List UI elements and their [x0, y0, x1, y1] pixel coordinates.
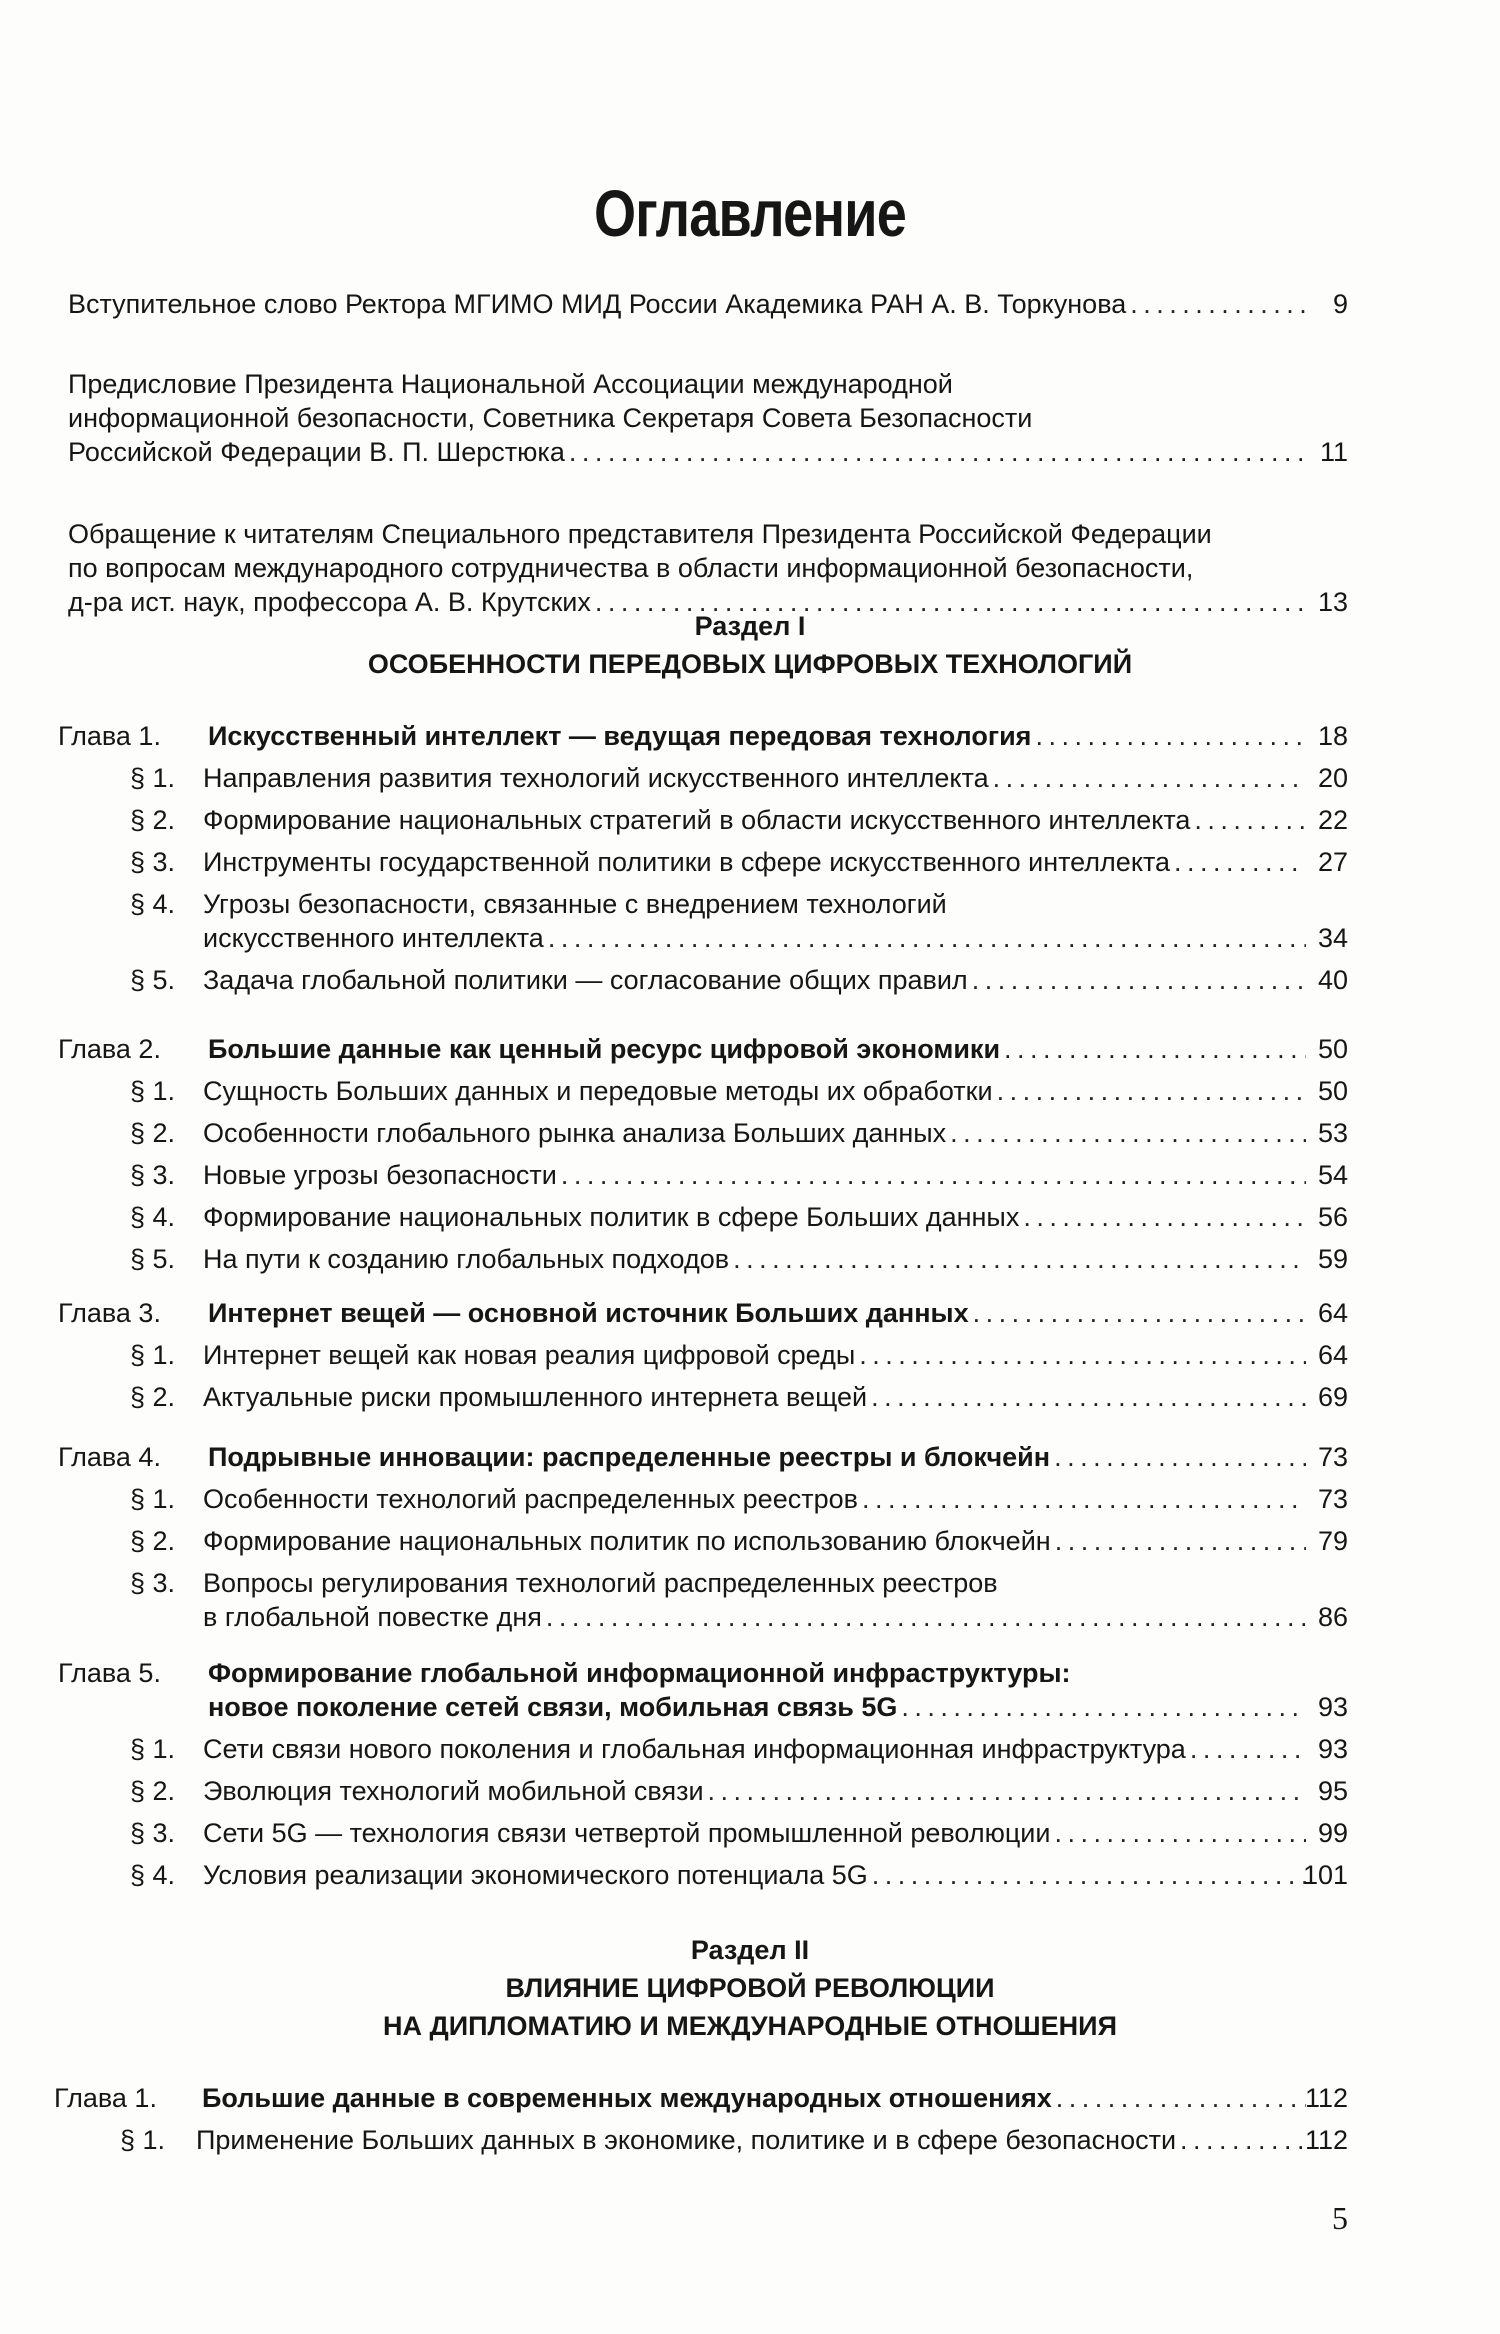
paragraph-entry-title: Направления развития технологий искусственного интеллекта	[203, 763, 989, 793]
front-entry-title: Российской Федерации В. П. Шерстюка	[68, 437, 565, 467]
dot-leader	[997, 1071, 1306, 1111]
front-entry-page: 9	[1332, 289, 1348, 319]
chapter-entry-title: Подрывные инновации: распределенные реестры и блокчейн	[208, 1442, 1051, 1472]
paragraph-entry-line	[0, 960, 1500, 1000]
chapter-entry-line	[0, 1687, 1500, 1727]
paragraph-entry-title: искусственного интеллекта	[203, 923, 544, 953]
chapter-entry-title: Искусственный интеллект — ведущая передовая технология	[208, 721, 1032, 751]
dot-leader	[1180, 2120, 1306, 2160]
paragraph-entry-label: § 4.	[130, 1860, 176, 1890]
chapter-entry-page: 73	[1317, 1442, 1348, 1472]
paragraph-entry-title: Особенности глобального рынка анализа Больших данных	[203, 1118, 947, 1148]
paragraph-entry-label: § 2.	[130, 1118, 176, 1148]
front-entry-line	[0, 284, 1500, 324]
dot-leader	[546, 1597, 1306, 1637]
paragraph-entry-line	[0, 1597, 1500, 1637]
chapter-entry-line	[0, 1029, 1500, 1069]
paragraph-entry-title: Сети связи нового поколения и глобальная информационная инфраструктура	[203, 1734, 1186, 1764]
paragraph-entry-page: 56	[1317, 1202, 1348, 1232]
paragraph-entry-label: § 2.	[130, 1526, 176, 1556]
dot-leader	[733, 1239, 1306, 1279]
dot-leader	[1130, 284, 1306, 324]
paragraph-entry-title: Особенности технологий распределенных реестров	[203, 1484, 858, 1514]
paragraph-entry-line	[0, 1855, 1500, 1895]
paragraph-entry-line	[0, 1377, 1500, 1417]
chapter-entry-title: Большие данные в современных международных отношениях	[202, 2083, 1052, 2113]
paragraph-entry-title: Формирование национальных политик в сфере Больших данных	[203, 1202, 1020, 1232]
paragraph-entry-line	[0, 1729, 1500, 1769]
page-number: 5	[1332, 2200, 1348, 2236]
paragraph-entry-title: Эволюция технологий мобильной связи	[203, 1776, 704, 1806]
paragraph-entry-title: Новые угрозы безопасности	[203, 1160, 557, 1190]
paragraph-entry-title: Угрозы безопасности, связанные с внедрением технологий	[203, 889, 947, 919]
paragraph-entry-title: Задача глобальной политики — согласование общих правил	[203, 965, 968, 995]
paragraph-entry-line	[0, 1155, 1500, 1195]
dot-leader	[872, 1855, 1306, 1895]
chapter-entry-label: Глава 4.	[58, 1442, 161, 1472]
paragraph-entry-label: § 1.	[130, 1340, 176, 1370]
dot-leader	[1194, 800, 1306, 840]
paragraph-entry-page: 73	[1317, 1484, 1348, 1514]
section-heading: Раздел I	[694, 611, 806, 641]
paragraph-entry-title: Формирование национальных политик по использованию блокчейн	[203, 1526, 1051, 1556]
front-entry-title: информационной безопасности, Советника Секретаря Совета Безопасности	[68, 403, 1033, 433]
dot-leader	[548, 918, 1306, 958]
chapter-entry-line	[0, 2078, 1500, 2118]
paragraph-entry-page: 99	[1317, 1818, 1348, 1848]
paragraph-entry-line	[0, 2120, 1500, 2160]
dot-leader	[1056, 2078, 1306, 2118]
section-heading: Раздел II	[690, 1935, 810, 1965]
paragraph-entry-title: Применение Больших данных в экономике, политике и в сфере безопасности	[196, 2125, 1177, 2155]
paragraph-entry-line	[0, 1071, 1500, 1111]
paragraph-entry-label: § 2.	[130, 1382, 176, 1412]
paragraph-entry-title: Формирование национальных стратегий в области искусственного интеллекта	[203, 805, 1191, 835]
dot-leader	[1174, 842, 1306, 882]
chapter-entry-page: 64	[1317, 1298, 1348, 1328]
paragraph-entry-label: § 3.	[130, 847, 176, 877]
chapter-entry-page: 50	[1317, 1034, 1348, 1064]
paragraph-entry-line	[0, 800, 1500, 840]
dot-leader	[862, 1479, 1306, 1519]
dot-leader	[1055, 1521, 1306, 1561]
paragraph-entry-line	[0, 1335, 1500, 1375]
paragraph-entry-title: Инструменты государственной политики в сфере искусственного интеллекта	[203, 847, 1171, 877]
paragraph-entry-line	[0, 758, 1500, 798]
front-entry-line	[0, 432, 1500, 472]
paragraph-entry-page: 50	[1317, 1076, 1348, 1106]
paragraph-entry-label: § 3.	[130, 1818, 176, 1848]
paragraph-entry-page: 59	[1317, 1244, 1348, 1274]
paragraph-entry-page: 64	[1317, 1340, 1348, 1370]
front-entry-page: 11	[1319, 437, 1348, 467]
paragraph-entry-label: § 1.	[130, 763, 176, 793]
dot-leader	[972, 960, 1306, 1000]
paragraph-entry-title: Сети 5G — технология связи четвертой промышленной революции	[203, 1818, 1051, 1848]
dot-leader	[950, 1113, 1306, 1153]
chapter-entry-page: 112	[1304, 2083, 1348, 2113]
dot-leader	[1023, 1197, 1306, 1237]
dot-leader	[561, 1155, 1306, 1195]
chapter-entry-label: Глава 5.	[58, 1658, 161, 1688]
paragraph-entry-title: На пути к созданию глобальных подходов	[203, 1244, 730, 1274]
paragraph-entry-title: Актуальные риски промышленного интернета вещей	[203, 1382, 868, 1412]
paragraph-entry-line	[0, 842, 1500, 882]
paragraph-entry-page: 53	[1317, 1118, 1348, 1148]
paragraph-entry-label: § 1.	[130, 1076, 176, 1106]
dot-leader	[1004, 1029, 1306, 1069]
paragraph-entry-label: § 2.	[130, 1776, 176, 1806]
paragraph-entry-label: § 1.	[130, 1484, 176, 1514]
dot-leader	[993, 758, 1306, 798]
paragraph-entry-line	[0, 1813, 1500, 1853]
paragraph-entry-label: § 4.	[130, 889, 176, 919]
paragraph-entry-page: 69	[1317, 1382, 1348, 1412]
chapter-entry-label: Глава 3.	[58, 1298, 161, 1328]
paragraph-entry-title: Сущность Больших данных и передовые методы их обработки	[203, 1076, 993, 1106]
paragraph-entry-page: 54	[1317, 1160, 1348, 1190]
chapter-entry-title: Большие данные как ценный ресурс цифровой экономики	[208, 1034, 1001, 1064]
dot-leader	[1054, 1437, 1306, 1477]
paragraph-entry-label: § 1.	[130, 1734, 176, 1764]
front-entry-title: Вступительное слово Ректора МГИМО МИД России Академика РАН А. В. Торкунова	[68, 289, 1127, 319]
dot-leader	[901, 1687, 1306, 1727]
paragraph-entry-label: § 5.	[130, 1244, 176, 1274]
section-heading: НА ДИПЛОМАТИЮ И МЕЖДУНАРОДНЫЕ ОТНОШЕНИЯ	[383, 2011, 1117, 2041]
chapter-entry-label: Глава 1.	[58, 721, 161, 751]
paragraph-entry-title: Интернет вещей как новая реалия цифровой среды	[203, 1340, 856, 1370]
section-heading: ВЛИЯНИЕ ЦИФРОВОЙ РЕВОЛЮЦИИ	[505, 1973, 995, 2003]
paragraph-entry-line	[0, 1479, 1500, 1519]
dot-leader	[569, 432, 1306, 472]
front-entry-title: Обращение к читателям Специального представителя Президента Российской Федерации	[68, 519, 1212, 549]
dot-leader	[1054, 1813, 1306, 1853]
paragraph-entry-title: в глобальной повестке дня	[203, 1602, 542, 1632]
dot-leader	[708, 1771, 1306, 1811]
paragraph-entry-line	[0, 1771, 1500, 1811]
paragraph-entry-label: § 3.	[130, 1160, 176, 1190]
paragraph-entry-page: 20	[1317, 763, 1348, 793]
chapter-entry-title: Формирование глобальной информационной инфраструктуры:	[208, 1658, 1071, 1688]
front-entry-page: 13	[1317, 587, 1348, 617]
paragraph-entry-page: 40	[1317, 965, 1348, 995]
chapter-entry-title: Интернет вещей — основной источник Больших данных	[208, 1298, 969, 1328]
dot-leader	[871, 1377, 1306, 1417]
chapter-entry-page: 93	[1317, 1692, 1348, 1722]
chapter-entry-line	[0, 1437, 1500, 1477]
paragraph-entry-label: § 2.	[130, 805, 176, 835]
paragraph-entry-page: 34	[1317, 923, 1348, 953]
chapter-entry-label: Глава 2.	[58, 1034, 161, 1064]
paragraph-entry-page: 22	[1317, 805, 1348, 835]
chapter-entry-title: новое поколение сетей связи, мобильная связь 5G	[208, 1692, 898, 1722]
paragraph-entry-line	[0, 1113, 1500, 1153]
paragraph-entry-page: 86	[1317, 1602, 1348, 1632]
dot-leader	[1035, 716, 1306, 756]
paragraph-entry-page: 79	[1317, 1526, 1348, 1556]
paragraph-entry-line	[0, 1521, 1500, 1561]
section-heading: ОСОБЕННОСТИ ПЕРЕДОВЫХ ЦИФРОВЫХ ТЕХНОЛОГИЙ	[367, 649, 1133, 679]
paragraph-entry-title: Вопросы регулирования технологий распределенных реестров	[203, 1568, 998, 1598]
front-entry-title: Предисловие Президента Национальной Ассоциации международной	[68, 369, 953, 399]
dot-leader	[1190, 1729, 1306, 1769]
chapter-entry-page: 18	[1317, 721, 1348, 751]
paragraph-entry-label: § 4.	[130, 1202, 176, 1232]
paragraph-entry-page: 27	[1317, 847, 1348, 877]
paragraph-entry-page: 95	[1317, 1776, 1348, 1806]
paragraph-entry-line	[0, 918, 1500, 958]
front-entry-title: д-ра ист. наук, профессора А. В. Крутских	[68, 587, 591, 617]
paragraph-entry-line	[0, 1197, 1500, 1237]
front-entry-title: по вопросам международного сотрудничества в области информационной безопасности,	[68, 553, 1194, 583]
chapter-entry-line	[0, 716, 1500, 756]
paragraph-entry-page: 93	[1317, 1734, 1348, 1764]
paragraph-entry-label: § 3.	[130, 1568, 176, 1598]
paragraph-entry-page: 101	[1302, 1860, 1348, 1890]
paragraph-entry-line	[0, 1239, 1500, 1279]
paragraph-entry-title: Условия реализации экономического потенциала 5G	[203, 1860, 868, 1890]
chapter-entry-label: Глава 1.	[54, 2083, 157, 2113]
paragraph-entry-page: 112	[1304, 2125, 1348, 2155]
dot-leader	[973, 1293, 1306, 1333]
page-title: Оглавление	[594, 176, 906, 250]
paragraph-entry-label: § 1.	[120, 2125, 166, 2155]
dot-leader	[859, 1335, 1306, 1375]
chapter-entry-line	[0, 1293, 1500, 1333]
paragraph-entry-label: § 5.	[130, 965, 176, 995]
